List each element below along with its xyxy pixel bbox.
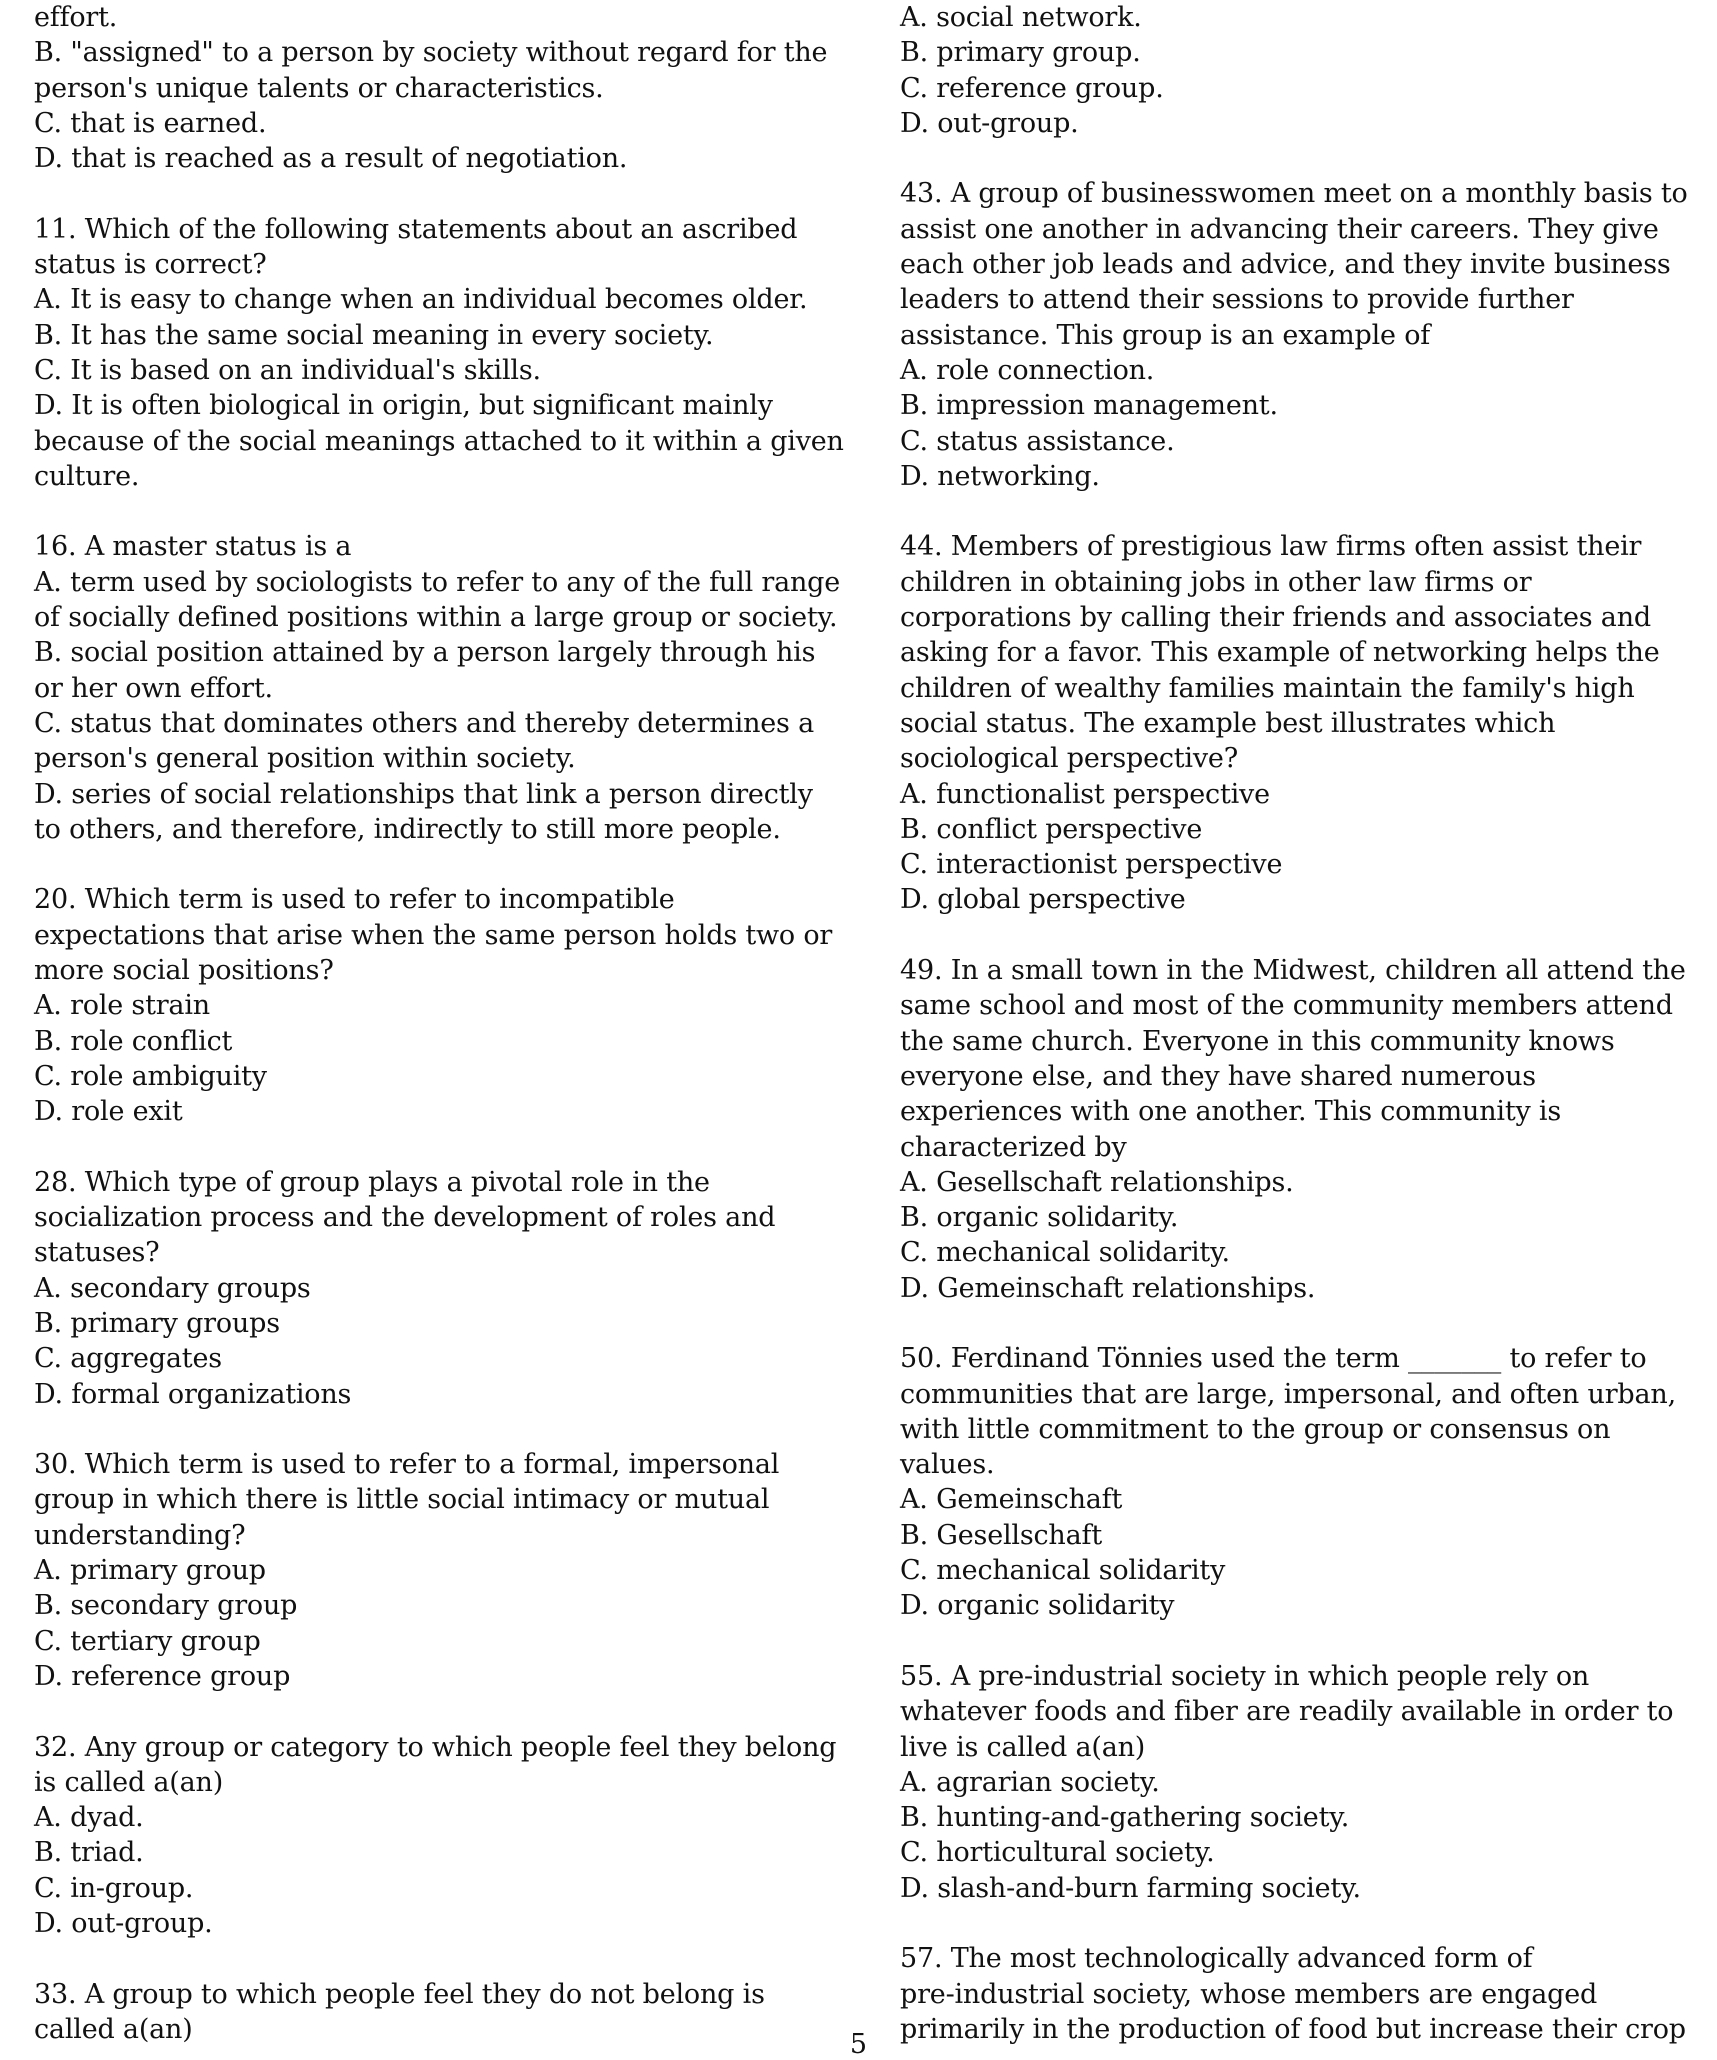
text-line: everyone else, and they have shared numerous: [900, 1060, 1536, 1092]
block-spacer: [900, 494, 1680, 529]
text-line: assist one another in advancing their careers. They give: [900, 213, 1659, 245]
text-line: A. Gemeinschaft: [900, 1484, 1123, 1516]
text-line: called a(an): [34, 2013, 193, 2045]
text-line: B. role conflict: [34, 1025, 233, 1057]
text-line: 50. Ferdinand Tönnies used the term _______ to refer to: [900, 1343, 1647, 1375]
block-spacer: [900, 918, 1680, 953]
text-line: assistance. This group is an example of: [900, 319, 1431, 351]
text-line: group in which there is little social intimacy or mutual: [34, 1484, 770, 1516]
text-line: A. secondary groups: [34, 1272, 311, 1304]
text-line: D. global perspective: [900, 884, 1186, 916]
text-line: A. role strain: [34, 990, 210, 1022]
text-line: 28. Which type of group plays a pivotal role in the: [34, 1166, 710, 1198]
text-line: 43. A group of businesswomen meet on a monthly basis to: [900, 178, 1688, 210]
text-line: social status. The example best illustrates which: [900, 707, 1556, 739]
text-line: C. mechanical solidarity: [900, 1555, 1226, 1587]
text-line: 11. Which of the following statements about an ascribed: [34, 213, 798, 245]
text-line: 30. Which term is used to refer to a formal, impersonal: [34, 1449, 780, 1481]
question-block: [900, 1341, 1680, 1623]
text-line: D. role exit: [34, 1096, 183, 1128]
question-block: [34, 1730, 837, 1942]
text-line: A. functionalist perspective: [900, 778, 1270, 810]
question-block: [34, 882, 834, 1129]
text-line: 57. The most technologically advanced form of: [900, 1943, 1533, 1975]
text-line: A. role connection.: [900, 354, 1155, 386]
text-line: culture.: [34, 460, 140, 492]
question-block: [900, 953, 1686, 1306]
text-line: D. organic solidarity: [900, 1590, 1175, 1622]
text-line: asking for a favor. This example of networking helps the: [900, 637, 1660, 669]
text-line: B. organic solidarity.: [900, 1202, 1179, 1234]
text-line: 20. Which term is used to refer to incompatible: [34, 884, 675, 916]
left-column: [34, 0, 844, 2047]
text-line: expectations that arise when the same person holds two or: [34, 919, 833, 951]
text-line: C. role ambiguity: [34, 1060, 267, 1092]
text-line: leaders to attend their sessions to provide further: [900, 284, 1574, 316]
text-line: of socially defined positions within a large group or society.: [34, 602, 838, 634]
text-line: D. networking.: [900, 460, 1100, 492]
text-line: B. conflict perspective: [900, 813, 1203, 845]
text-line: status is correct?: [34, 249, 267, 281]
text-line: C. reference group.: [900, 72, 1164, 104]
text-line: pre-industrial society, whose members are engaged: [900, 1978, 1598, 2010]
text-line: primarily in the production of food but increase their crop: [900, 2013, 1686, 2045]
page-number: 5: [849, 2029, 868, 2060]
text-line: A. Gesellschaft relationships.: [900, 1166, 1294, 1198]
text-line: live is called a(an): [900, 1731, 1146, 1763]
block-spacer: [900, 141, 1680, 176]
text-line: B. "assigned" to a person by society without regard for the: [34, 37, 828, 69]
text-line: A. primary group: [34, 1555, 266, 1587]
question-block: [34, 1165, 834, 1412]
text-line: children of wealthy families maintain the family's high: [900, 672, 1635, 704]
text-line: C. status assistance.: [900, 425, 1175, 457]
right-column: [900, 0, 1688, 2047]
text-line: understanding?: [34, 1519, 246, 1551]
text-line: B. impression management.: [900, 390, 1278, 422]
text-line: experiences with one another. This community is: [900, 1096, 1561, 1128]
question-block: [34, 0, 834, 176]
text-line: D. series of social relationships that link a person directly: [34, 778, 813, 810]
text-line: sociological perspective?: [900, 743, 1238, 775]
text-line: 33. A group to which people feel they do not belong is: [34, 1978, 765, 2010]
text-line: C. aggregates: [34, 1343, 222, 1375]
question-block: [900, 1659, 1680, 1906]
text-line: 49. In a small town in the Midwest, children all attend the: [900, 955, 1686, 987]
text-line: B. primary groups: [34, 1307, 280, 1339]
text-line: C. that is earned.: [34, 107, 267, 139]
block-spacer: [34, 1941, 834, 1976]
block-spacer: [34, 176, 834, 211]
text-line: D. that is reached as a result of negotiation.: [34, 143, 628, 175]
text-line: C. status that dominates others and thereby determines a: [34, 707, 814, 739]
text-line: because of the social meanings attached to it within a given: [34, 425, 844, 457]
question-block: [900, 529, 1680, 917]
text-line: 16. A master status is a: [34, 531, 352, 563]
question-block: [900, 176, 1688, 494]
question-block: [900, 0, 1680, 141]
text-line: B. secondary group: [34, 1590, 298, 1622]
text-line: same school and most of the community members attend: [900, 990, 1673, 1022]
block-spacer: [34, 847, 834, 882]
text-line: is called a(an): [34, 1766, 224, 1798]
text-line: values.: [900, 1449, 995, 1481]
text-line: B. social position attained by a person largely through his: [34, 637, 816, 669]
text-line: socialization process and the development of roles and: [34, 1202, 776, 1234]
text-line: corporations by calling their friends and associates and: [900, 602, 1651, 634]
text-line: A. It is easy to change when an individual becomes older.: [34, 284, 808, 316]
text-line: the same church. Everyone in this community knows: [900, 1025, 1615, 1057]
text-line: C. interactionist perspective: [900, 849, 1283, 881]
text-line: with little commitment to the group or consensus on: [900, 1413, 1611, 1445]
block-spacer: [900, 1306, 1680, 1341]
text-line: whatever foods and fiber are readily available in order to: [900, 1696, 1674, 1728]
text-line: more social positions?: [34, 955, 334, 987]
block-spacer: [34, 1412, 834, 1447]
text-line: person's general position within society.: [34, 743, 576, 775]
text-line: statuses?: [34, 1237, 160, 1269]
text-line: C. It is based on an individual's skills.: [34, 354, 541, 386]
text-line: C. in-group.: [34, 1872, 194, 1904]
text-line: or her own effort.: [34, 672, 273, 704]
block-spacer: [34, 1694, 834, 1729]
text-line: to others, and therefore, indirectly to still more people.: [34, 813, 781, 845]
text-line: 32. Any group or category to which people feel they belong: [34, 1731, 837, 1763]
text-line: 55. A pre-industrial society in which people rely on: [900, 1660, 1590, 1692]
block-spacer: [34, 494, 834, 529]
text-line: D. It is often biological in origin, but significant mainly: [34, 390, 773, 422]
text-line: effort.: [34, 2, 118, 33]
question-block: [34, 212, 844, 494]
text-line: B. triad.: [34, 1837, 144, 1869]
question-block: [34, 1447, 834, 1694]
text-line: D. formal organizations: [34, 1378, 352, 1410]
text-line: C. horticultural society.: [900, 1837, 1215, 1869]
text-line: D. reference group: [34, 1660, 291, 1692]
text-line: B. It has the same social meaning in every society.: [34, 319, 714, 351]
text-line: D. slash-and-burn farming society.: [900, 1872, 1361, 1904]
text-line: B. Gesellschaft: [900, 1519, 1102, 1551]
question-block: [34, 529, 841, 847]
text-line: person's unique talents or characteristics.: [34, 72, 604, 104]
text-line: A. agrarian society.: [900, 1766, 1160, 1798]
text-line: D. out-group.: [900, 107, 1079, 139]
text-line: D. Gemeinschaft relationships.: [900, 1272, 1316, 1304]
text-line: A. dyad.: [34, 1802, 144, 1834]
text-line: C. mechanical solidarity.: [900, 1237, 1230, 1269]
text-line: 44. Members of prestigious law firms often assist their: [900, 531, 1642, 563]
text-line: D. out-group.: [34, 1908, 213, 1940]
text-line: C. tertiary group: [34, 1625, 261, 1657]
text-line: B. primary group.: [900, 37, 1141, 69]
text-line: characterized by: [900, 1131, 1127, 1163]
block-spacer: [900, 1906, 1680, 1941]
text-line: communities that are large, impersonal, and often urban,: [900, 1378, 1676, 1410]
block-spacer: [34, 1130, 834, 1165]
text-line: A. term used by sociologists to refer to any of the full range: [34, 566, 841, 598]
text-line: A. social network.: [900, 2, 1142, 33]
text-line: B. hunting-and-gathering society.: [900, 1802, 1350, 1834]
text-line: each other job leads and advice, and they invite business: [900, 249, 1671, 281]
block-spacer: [900, 1624, 1680, 1659]
text-line: children in obtaining jobs in other law firms or: [900, 566, 1532, 598]
